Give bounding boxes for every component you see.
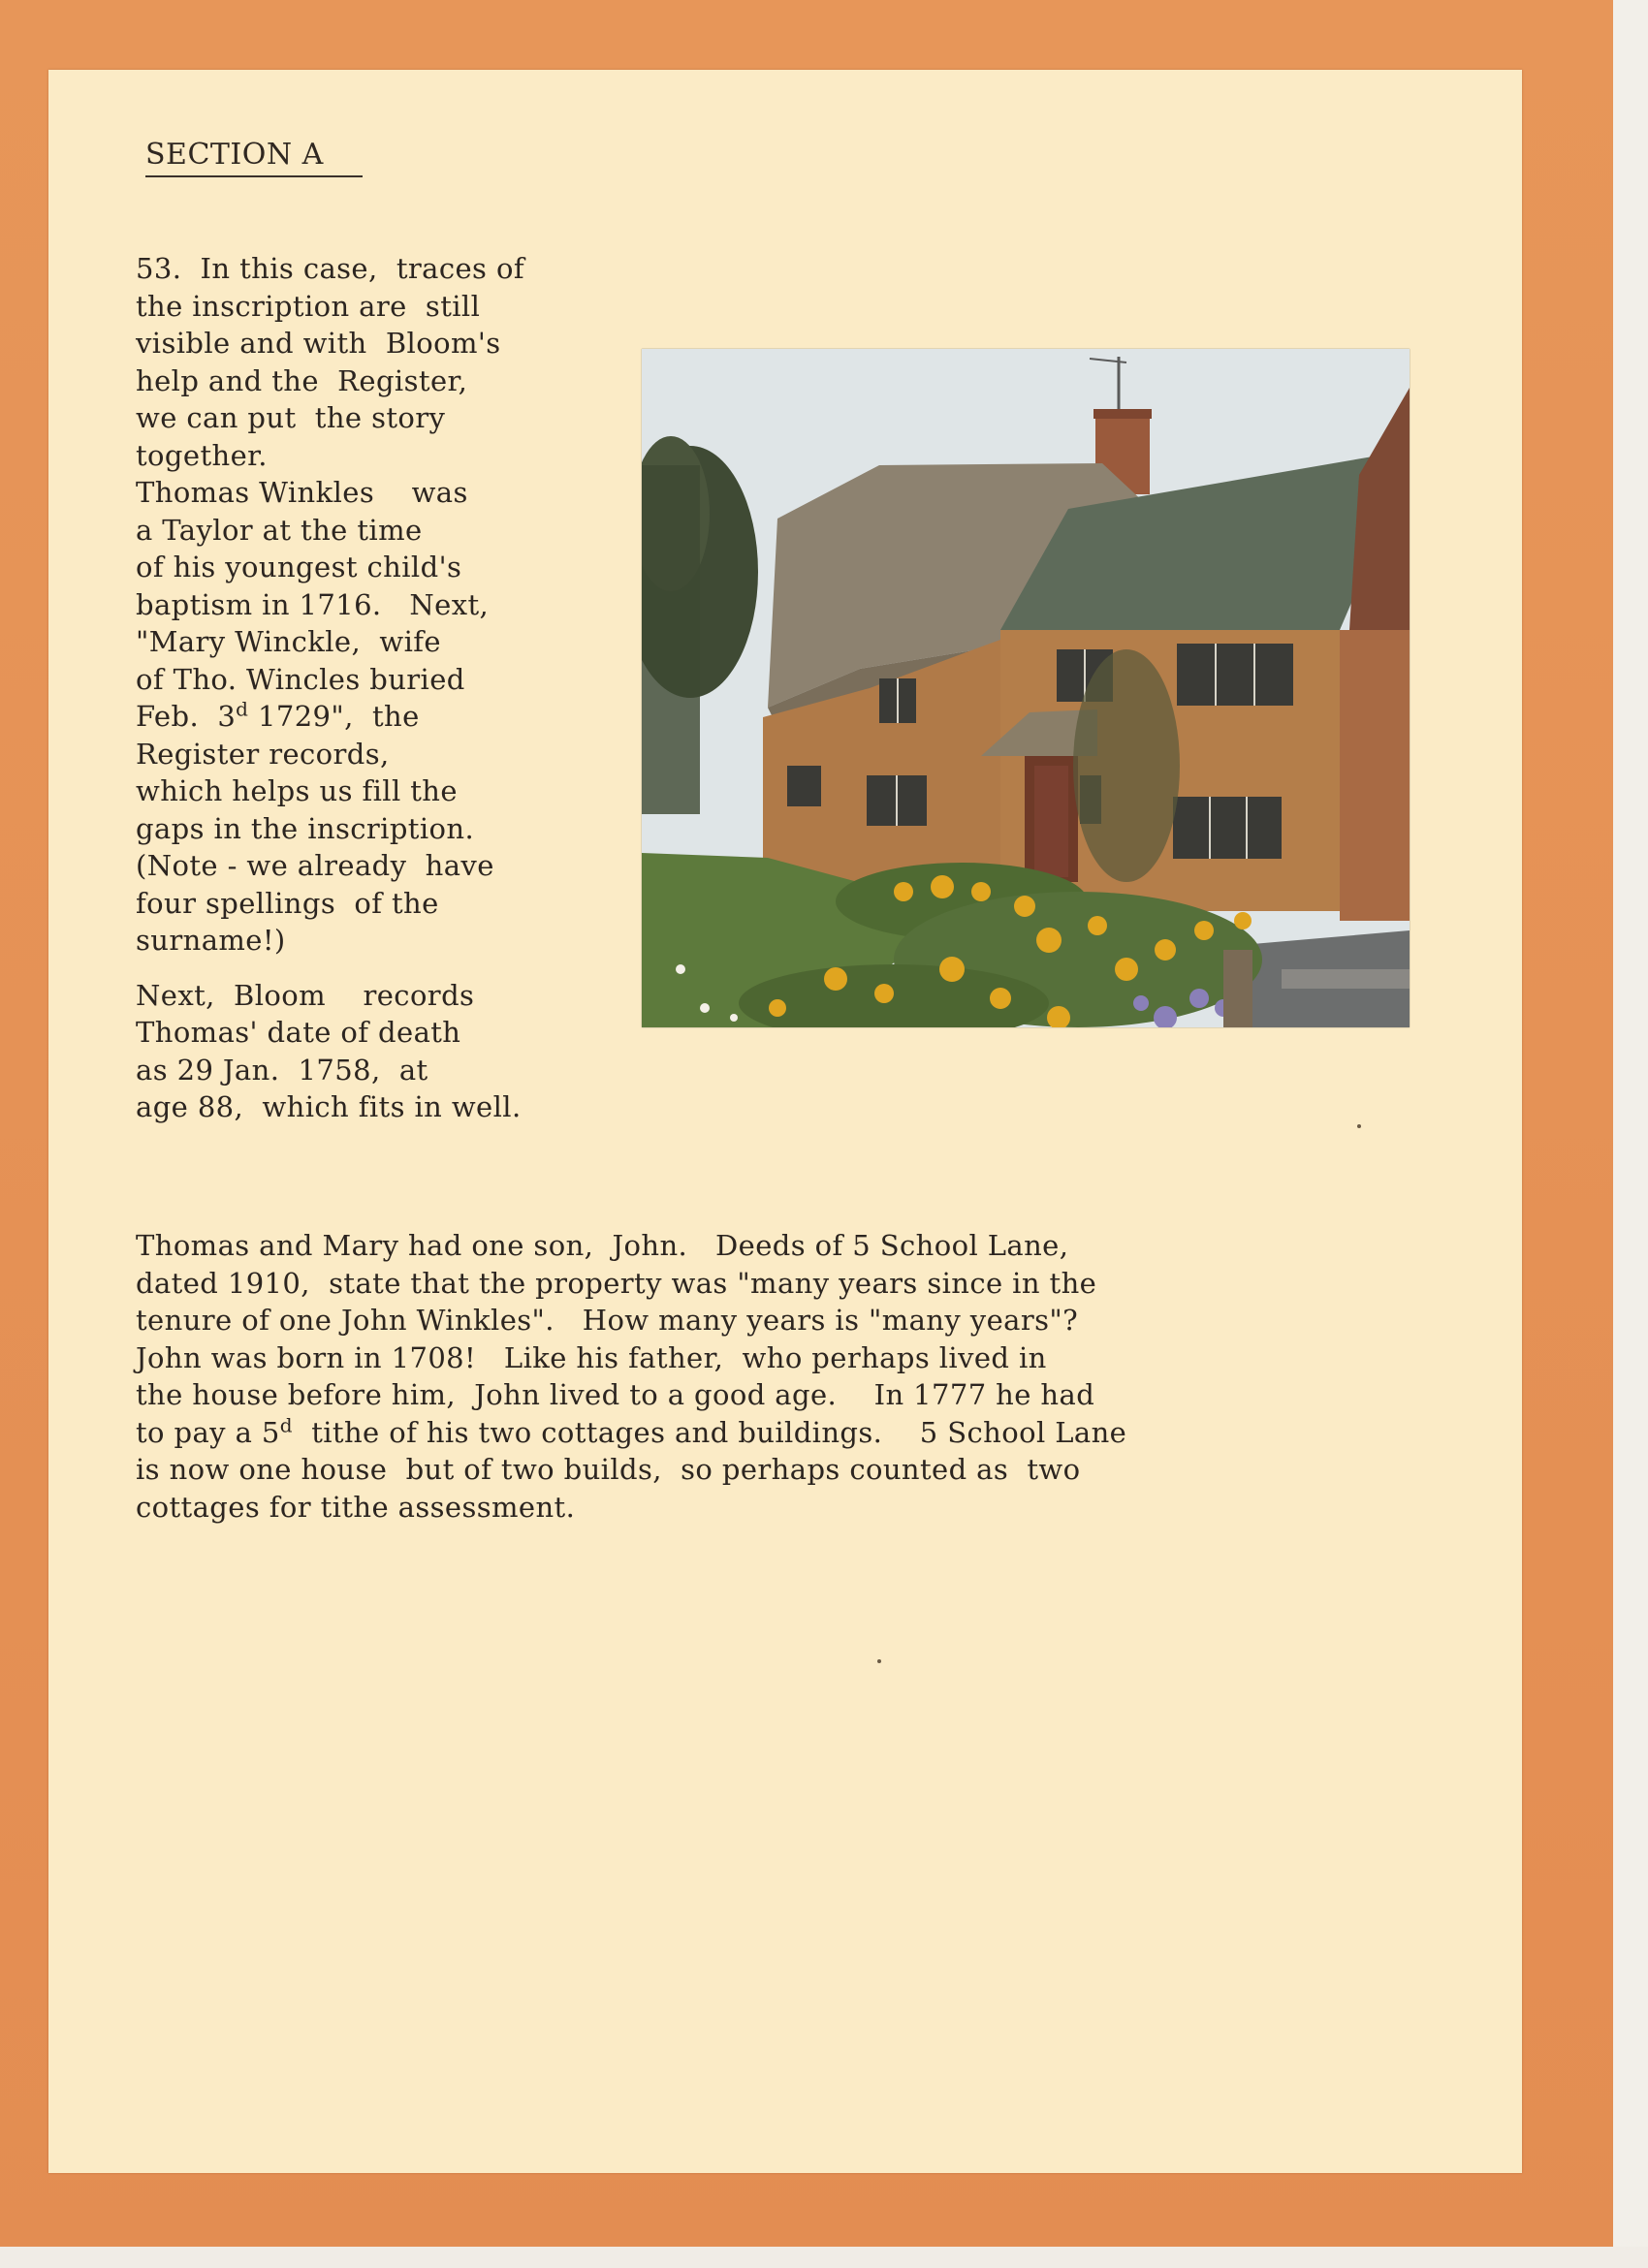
paper-speck — [1357, 1124, 1361, 1128]
text-fragment: Feb. 3 — [136, 700, 237, 733]
text-line: baptism in 1716. Next, — [136, 587, 490, 621]
text-line: (Note - we already have — [136, 849, 494, 882]
text-line: Thomas Winkles was — [136, 476, 468, 509]
superscript: d — [279, 1412, 293, 1436]
superscript: d — [236, 697, 249, 721]
text-line: we can put the story — [136, 401, 446, 434]
text-line: cottages for tithe assessment. — [136, 1490, 576, 1524]
cottage-photo-illustration — [642, 349, 1410, 1027]
text-line: Thomas and Mary had one son, John. Deeds of 5 School Lane, — [136, 1229, 1069, 1262]
paper-speck — [877, 1659, 881, 1663]
text-line: together. — [136, 438, 268, 472]
side-paragraph — [136, 250, 640, 1126]
text-line: tenure of one John Winkles". How many years is "many years"? — [136, 1304, 1079, 1337]
scan-edge-bottom — [0, 2247, 1648, 2268]
text-line — [136, 698, 640, 736]
text-line: dated 1910, state that the property was "many years since in the — [136, 1266, 1097, 1300]
text-line: surname!) — [136, 924, 286, 957]
text-fragment: tithe of his two cottages and buildings. 5 School Lane — [292, 1415, 1127, 1449]
text-line: help and the Register, — [136, 363, 468, 397]
scan-edge-right — [1613, 0, 1648, 2268]
text-line: Thomas' date of death — [136, 1016, 461, 1049]
text-line: as 29 Jan. 1758, at — [136, 1053, 428, 1087]
text-line: "Mary Winckle, wife — [136, 625, 441, 658]
text-line: a Taylor at the time — [136, 513, 423, 547]
text-line: age 88, which fits in well. — [136, 1090, 522, 1123]
text-line: which helps us fill the — [136, 774, 458, 807]
text-line: four spellings of the — [136, 886, 439, 920]
text-line: the inscription are still — [136, 289, 481, 323]
text-line: visible and with Bloom's — [136, 327, 501, 360]
text-fragment: 1729", the — [248, 700, 420, 733]
text-line: of Tho. Wincles buried — [136, 662, 465, 696]
section-heading: SECTION A — [145, 138, 363, 177]
text-line: Next, Bloom records — [136, 978, 475, 1012]
paragraph-gap — [136, 960, 640, 977]
text-line: Register records, — [136, 737, 390, 771]
text-line — [136, 1414, 1299, 1452]
text-line: is now one house but of two builds, so perhaps counted as two — [136, 1453, 1081, 1486]
text-line: the house before him, John lived to a good age. In 1777 he had — [136, 1378, 1095, 1411]
text-line: John was born in 1708! Like his father, who perhaps lived in — [136, 1340, 1047, 1374]
text-line: gaps in the inscription. — [136, 811, 475, 845]
text-fragment: to pay a 5 — [136, 1415, 280, 1449]
main-paragraph — [136, 1227, 1299, 1526]
cottage-photograph — [642, 349, 1410, 1027]
text-line: of his youngest child's — [136, 551, 462, 583]
text-line: 53. In this case, traces of — [136, 252, 524, 285]
